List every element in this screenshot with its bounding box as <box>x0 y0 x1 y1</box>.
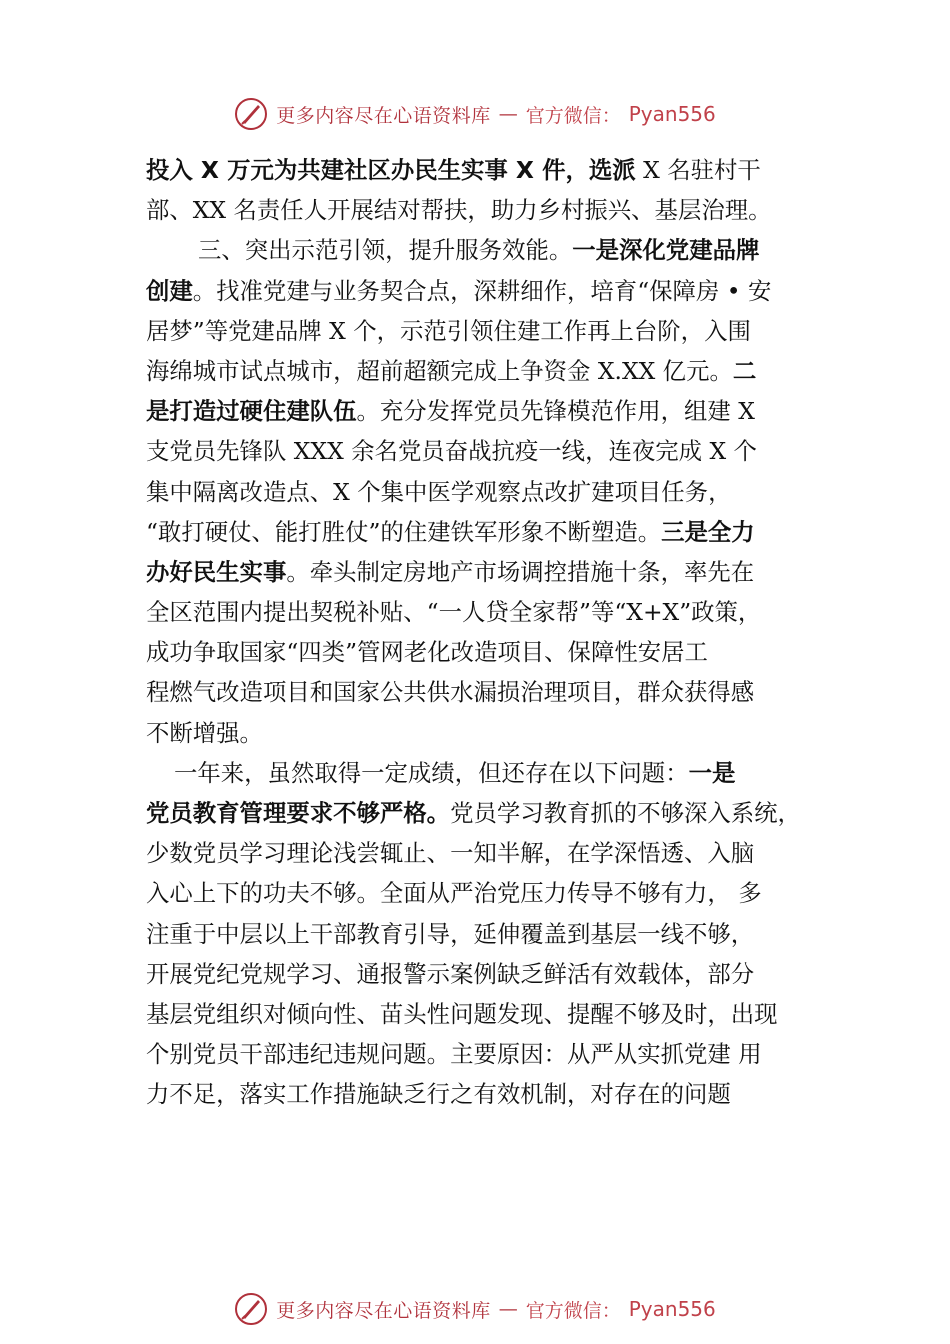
document-body <box>146 150 846 1115</box>
text-line <box>146 873 846 913</box>
text-line <box>146 351 846 391</box>
bold-text-run: 办好民生实事 <box>146 557 287 586</box>
text-line <box>146 391 846 431</box>
text-run: 注重于中层以上干部教育引导，延伸覆盖到基层一线不够， <box>146 919 755 948</box>
text-run: 。找准党建与业务契合点，深耕细作，培育“保障房 • 安 <box>192 276 772 305</box>
text-line <box>146 230 846 270</box>
text-run: 入心上下的功夫不够。全面从严治党压力传导不够有力， 多 <box>146 879 762 908</box>
text-run: 三、突出示范引领，提升服务效能。 <box>198 236 573 265</box>
watermark-label: 官方微信： <box>525 1299 621 1322</box>
text-line <box>146 1074 846 1114</box>
header-watermark <box>0 94 950 134</box>
bold-text-run: 创建 <box>146 276 193 305</box>
watermark-brand-text: 更多内容尽在心语资料库 <box>276 1299 491 1322</box>
text-line <box>146 512 846 552</box>
text-run: 个别党员干部违纪违规问题。主要原因：从严从实抓党建 用 <box>146 1040 762 1069</box>
text-run: 部、XX 名责任人开展结对帮扶，助力乡村振兴、基层治理。 <box>146 196 772 225</box>
text-line <box>146 793 846 833</box>
text-line <box>146 632 846 672</box>
text-line <box>146 753 846 793</box>
text-line <box>146 190 846 230</box>
text-run: 党员学习教育抓的不够深入系统， <box>450 799 801 827</box>
text-run: 成功争取国家“四类”管网老化改造项目、保障性安居工 <box>146 638 708 667</box>
text-run: “敢打硬仗、能打胜仗”的住建铁军形象不断塑造。 <box>146 517 662 546</box>
text-line <box>146 713 846 753</box>
bold-text-run: 投入 X 万元为共建社区办民生实事 X 件，选派 <box>146 156 636 184</box>
text-run: 程燃气改造项目和国家公共供水漏损治理项目，群众获得感 <box>146 678 755 707</box>
quill-pen-logo-icon <box>234 97 268 131</box>
quill-pen-logo-icon <box>234 1292 268 1326</box>
text-line <box>146 472 846 512</box>
text-line <box>146 592 846 632</box>
bold-text-run: 一是深化党建品牌 <box>572 236 760 265</box>
text-run: 海绵城市试点城市，超前超额完成上争资金 X.XX 亿元。 <box>146 356 733 385</box>
watermark-brand-text: 更多内容尽在心语资料库 <box>276 104 491 127</box>
watermark-separator: — <box>498 1298 518 1320</box>
text-line <box>146 833 846 873</box>
text-line <box>146 271 846 311</box>
bold-text-run: 三是全力 <box>661 517 755 546</box>
text-line <box>146 994 846 1034</box>
text-line <box>146 150 846 190</box>
text-line <box>146 914 846 954</box>
text-run: 一年来，虽然取得一定成绩，但还存在以下问题： <box>174 758 689 787</box>
text-line <box>146 311 846 351</box>
text-run: 基层党组织对倾向性、苗头性问题发现、提醒不够及时，出现 <box>146 999 778 1028</box>
text-run: 全区范围内提出契税补贴、“一人贷全家帮”等“X+X”政策， <box>146 598 762 627</box>
text-run: 力不足，落实工作措施缺乏行之有效机制，对存在的问题 <box>146 1080 731 1109</box>
bold-text-run: 党员教育管理要求不够严格。 <box>146 799 451 827</box>
watermark-handle: Pyan556 <box>628 1297 716 1321</box>
text-line <box>146 1034 846 1074</box>
text-run: 居梦”等党建品牌 X 个，示范引领住建工作再上台阶，入围 <box>146 316 751 345</box>
text-run: X 名驻村干 <box>635 156 761 184</box>
watermark-handle: Pyan556 <box>628 102 716 126</box>
text-line <box>146 552 846 592</box>
bold-text-run: 一是 <box>688 758 736 787</box>
text-run: 支党员先锋队 XXX 余名党员奋战抗疫一线，连夜完成 X 个 <box>146 437 757 466</box>
text-line <box>146 954 846 994</box>
text-run: 。充分发挥党员先锋模范作用，组建 X <box>356 397 755 426</box>
bold-text-run: 是打造过硬住建队伍 <box>146 397 357 426</box>
text-line <box>146 672 846 712</box>
footer-watermark <box>0 1289 950 1329</box>
text-run: 集中隔离改造点、X 个集中医学观察点改扩建项目任务， <box>146 477 732 506</box>
text-run: 。牵头制定房地产市场调控措施十条，率先在 <box>286 557 755 586</box>
text-run: 少数党员学习理论浅尝辄止、一知半解，在学深悟透、入脑 <box>146 839 755 868</box>
text-run: 不断增强。 <box>146 718 263 747</box>
bold-text-run: 二 <box>732 356 757 385</box>
text-run: 开展党纪党规学习、通报警示案例缺乏鲜活有效载体，部分 <box>146 959 755 988</box>
text-line <box>146 431 846 471</box>
watermark-separator: — <box>498 103 518 125</box>
watermark-label: 官方微信： <box>525 104 621 127</box>
